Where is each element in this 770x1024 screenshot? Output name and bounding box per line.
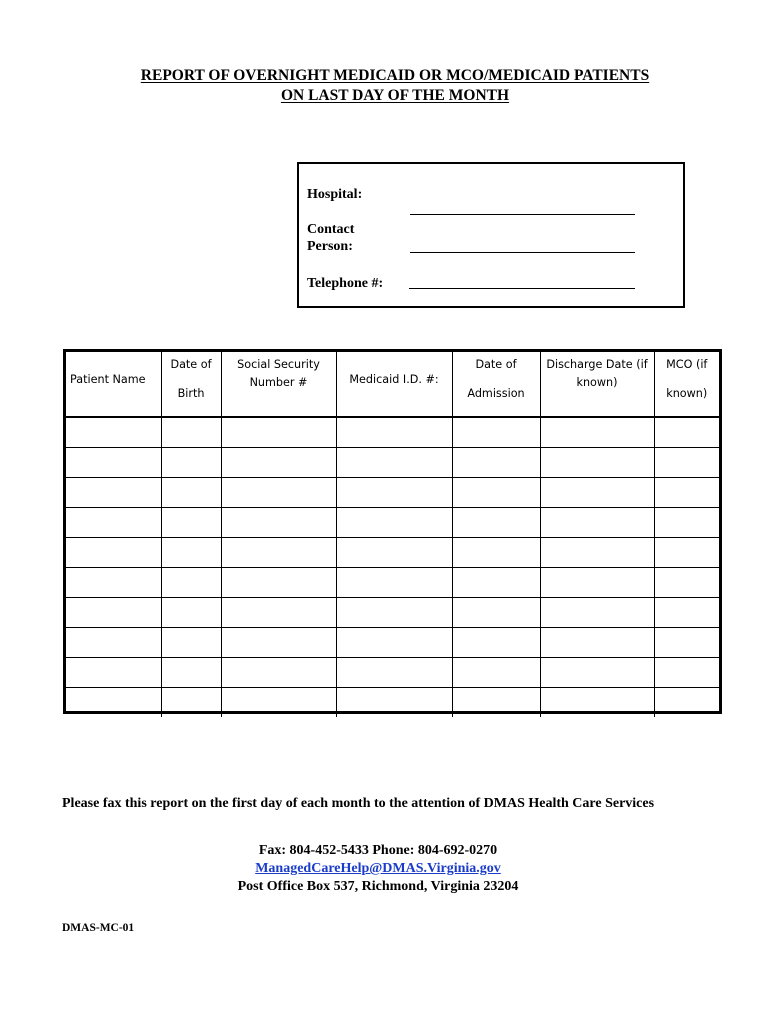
- header-date-of-admission: [452, 352, 540, 417]
- contact-label-line-2: Person:: [307, 239, 353, 254]
- table-row: [66, 568, 719, 598]
- header-date-of-birth: [161, 352, 221, 417]
- cell-date-of-admission[interactable]: [452, 478, 540, 508]
- header-discharge-line2: known): [576, 376, 618, 389]
- header-medicaid-id: [336, 352, 452, 417]
- cell-discharge-date[interactable]: [540, 628, 654, 658]
- table-row: [66, 658, 719, 688]
- cell-medicaid-id[interactable]: [336, 478, 452, 508]
- header-ssn-line2: Number #: [249, 376, 308, 389]
- header-patient-name: [66, 352, 161, 417]
- header-dob-line2: Birth: [177, 387, 205, 400]
- cell-patient-name[interactable]: [66, 417, 161, 448]
- table-row: [66, 538, 719, 568]
- cell-discharge-date[interactable]: [540, 688, 654, 718]
- cell-discharge-date[interactable]: [540, 538, 654, 568]
- cell-date-of-admission[interactable]: [452, 417, 540, 448]
- cell-medicaid-id[interactable]: [336, 598, 452, 628]
- report-title: [0, 66, 770, 106]
- cell-date-of-birth[interactable]: [161, 598, 221, 628]
- cell-medicaid-id[interactable]: [336, 688, 452, 718]
- cell-ssn[interactable]: [221, 598, 336, 628]
- cell-date-of-birth[interactable]: [161, 478, 221, 508]
- table-row: [66, 688, 719, 718]
- cell-date-of-admission[interactable]: [452, 568, 540, 598]
- cell-ssn[interactable]: [221, 688, 336, 718]
- cell-date-of-birth[interactable]: [161, 658, 221, 688]
- cell-ssn[interactable]: [221, 658, 336, 688]
- cell-discharge-date[interactable]: [540, 417, 654, 448]
- header-patient-name-label: Patient Name: [70, 373, 146, 386]
- header-mco-line2: known): [666, 387, 708, 400]
- cell-date-of-admission[interactable]: [452, 448, 540, 478]
- cell-date-of-admission[interactable]: [452, 628, 540, 658]
- cell-date-of-birth[interactable]: [161, 417, 221, 448]
- cell-patient-name[interactable]: [66, 598, 161, 628]
- cell-date-of-admission[interactable]: [452, 688, 540, 718]
- hospital-contact-box: [297, 162, 685, 308]
- telephone-field[interactable]: [409, 288, 635, 289]
- cell-patient-name[interactable]: [66, 448, 161, 478]
- table-row: [66, 628, 719, 658]
- cell-discharge-date[interactable]: [540, 478, 654, 508]
- cell-discharge-date[interactable]: [540, 508, 654, 538]
- cell-mco[interactable]: [654, 538, 719, 568]
- cell-patient-name[interactable]: [66, 688, 161, 718]
- hospital-label: Hospital:: [307, 187, 363, 202]
- header-discharge-date: [540, 352, 654, 417]
- cell-discharge-date[interactable]: [540, 658, 654, 688]
- contact-label-line-1: Contact: [307, 222, 355, 237]
- cell-date-of-admission[interactable]: [452, 598, 540, 628]
- form-id: DMAS-MC-01: [62, 922, 135, 934]
- contact-person-label: [307, 221, 354, 255]
- cell-mco[interactable]: [654, 478, 719, 508]
- cell-discharge-date[interactable]: [540, 568, 654, 598]
- hospital-field[interactable]: [410, 214, 635, 215]
- cell-date-of-admission[interactable]: [452, 658, 540, 688]
- email-link[interactable]: ManagedCareHelp@DMAS.Virginia.gov: [255, 861, 501, 876]
- header-admission-line2: Admission: [467, 387, 525, 400]
- cell-discharge-date[interactable]: [540, 598, 654, 628]
- cell-date-of-admission[interactable]: [452, 538, 540, 568]
- fax-phone-line: Fax: 804-452-5433 Phone: 804-692-0270: [258, 843, 498, 858]
- cell-ssn[interactable]: [221, 478, 336, 508]
- table-row: [66, 448, 719, 478]
- cell-medicaid-id[interactable]: [336, 568, 452, 598]
- header-mco: [654, 352, 719, 417]
- header-mco-line1: MCO (if: [666, 358, 708, 371]
- mailing-address: Post Office Box 537, Richmond, Virginia 23204: [237, 879, 519, 894]
- cell-date-of-birth[interactable]: [161, 448, 221, 478]
- cell-date-of-birth[interactable]: [161, 568, 221, 598]
- cell-ssn[interactable]: [221, 448, 336, 478]
- cell-discharge-date[interactable]: [540, 448, 654, 478]
- cell-date-of-admission[interactable]: [452, 508, 540, 538]
- table-row: [66, 417, 719, 448]
- table-header-row: [66, 352, 719, 417]
- cell-date-of-birth[interactable]: [161, 508, 221, 538]
- cell-date-of-birth[interactable]: [161, 628, 221, 658]
- cell-patient-name[interactable]: [66, 508, 161, 538]
- cell-patient-name[interactable]: [66, 538, 161, 568]
- cell-medicaid-id[interactable]: [336, 628, 452, 658]
- cell-mco[interactable]: [654, 508, 719, 538]
- cell-ssn[interactable]: [221, 628, 336, 658]
- cell-patient-name[interactable]: [66, 478, 161, 508]
- cell-date-of-birth[interactable]: [161, 538, 221, 568]
- telephone-label: Telephone #:: [307, 276, 384, 291]
- cell-ssn[interactable]: [221, 508, 336, 538]
- header-dob-line1: Date of: [170, 358, 212, 371]
- cell-mco[interactable]: [654, 568, 719, 598]
- cell-mco[interactable]: [654, 417, 719, 448]
- table-row: [66, 508, 719, 538]
- cell-patient-name[interactable]: [66, 658, 161, 688]
- cell-mco[interactable]: [654, 628, 719, 658]
- header-medicaid-id-label: Medicaid I.D. #:: [349, 373, 439, 386]
- cell-ssn[interactable]: [221, 417, 336, 448]
- cell-medicaid-id[interactable]: [336, 508, 452, 538]
- patients-table: [63, 349, 722, 714]
- table-row: [66, 598, 719, 628]
- title-line-1: REPORT OF OVERNIGHT MEDICAID OR MCO/MEDICAID PATIENTS: [140, 67, 650, 84]
- cell-mco[interactable]: [654, 448, 719, 478]
- cell-medicaid-id[interactable]: [336, 417, 452, 448]
- cell-medicaid-id[interactable]: [336, 448, 452, 478]
- header-admission-line1: Date of: [475, 358, 517, 371]
- cell-medicaid-id[interactable]: [336, 538, 452, 568]
- cell-ssn[interactable]: [221, 538, 336, 568]
- cell-mco[interactable]: [654, 658, 719, 688]
- header-ssn-line1: Social Security: [237, 358, 320, 371]
- cell-patient-name[interactable]: [66, 628, 161, 658]
- cell-mco[interactable]: [654, 688, 719, 718]
- contact-person-field[interactable]: [410, 252, 635, 253]
- dmas-contact-info: [0, 842, 756, 896]
- cell-medicaid-id[interactable]: [336, 658, 452, 688]
- cell-patient-name[interactable]: [66, 568, 161, 598]
- table-row: [66, 478, 719, 508]
- title-line-2: ON LAST DAY OF THE MONTH: [280, 87, 510, 104]
- cell-date-of-birth[interactable]: [161, 688, 221, 718]
- cell-mco[interactable]: [654, 598, 719, 628]
- fax-instruction: Please fax this report on the first day of each month to the attention of DMAS Health Care Services: [62, 796, 655, 811]
- cell-ssn[interactable]: [221, 568, 336, 598]
- header-ssn: [221, 352, 336, 417]
- header-discharge-line1: Discharge Date (if: [546, 358, 648, 371]
